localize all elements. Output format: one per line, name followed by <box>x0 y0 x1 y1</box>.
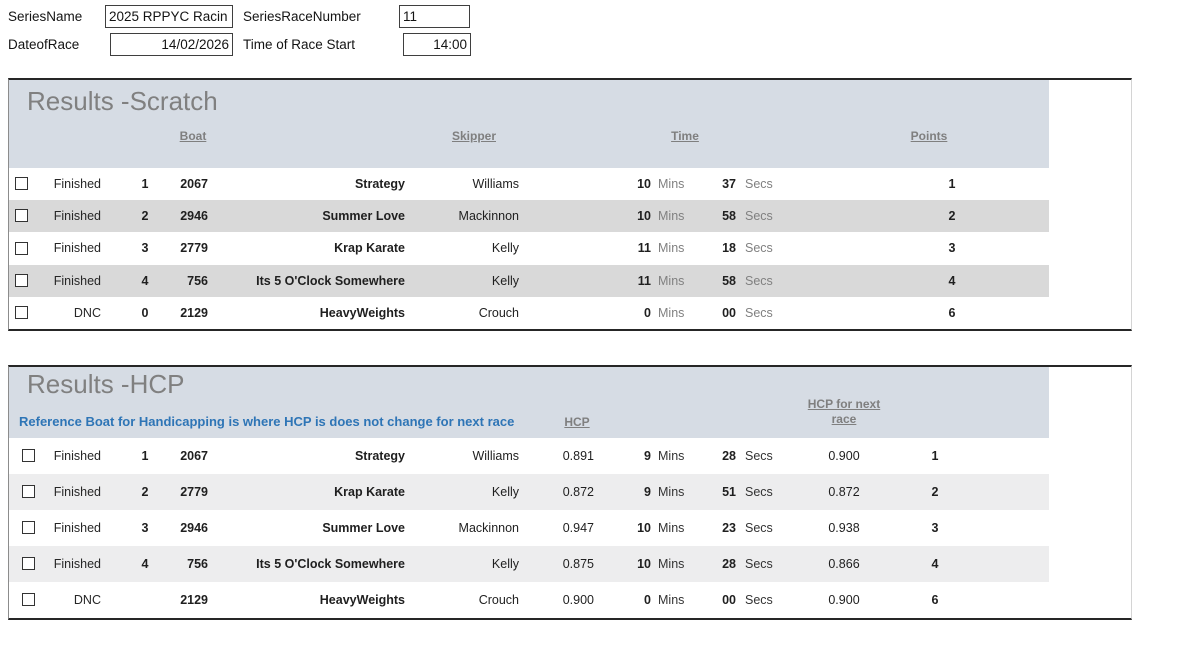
boat-number: 2946 <box>180 521 208 535</box>
mins-label: Mins <box>658 521 685 535</box>
date-of-race-label: DateofRace <box>8 37 80 52</box>
points: 1 <box>948 177 956 191</box>
boat-number: 2067 <box>180 177 208 191</box>
status: Finished <box>53 274 101 288</box>
scratch-title: Results -Scratch <box>27 86 218 116</box>
boat-number: 2129 <box>180 593 208 607</box>
boat-name: HeavyWeights <box>319 593 405 607</box>
skipper: Mackinnon <box>458 209 519 223</box>
minutes: 0 <box>644 593 651 607</box>
minutes: 10 <box>637 209 651 223</box>
mins-label: Mins <box>658 306 685 320</box>
boat-name: HeavyWeights <box>319 306 405 320</box>
boat-number: 2067 <box>180 449 208 463</box>
seconds: 00 <box>722 593 736 607</box>
record-select-checkbox[interactable] <box>15 274 28 287</box>
record-select-checkbox[interactable] <box>22 449 35 462</box>
position: 2 <box>141 209 149 223</box>
series-name-label: SeriesName <box>8 9 83 24</box>
secs-label: Secs <box>745 449 773 463</box>
seconds: 58 <box>722 209 736 223</box>
boat-name: Its 5 O'Clock Somewhere <box>256 557 405 571</box>
table-row <box>9 438 1049 474</box>
points: 1 <box>931 449 939 463</box>
skipper: Kelly <box>491 241 519 255</box>
record-select-checkbox[interactable] <box>22 485 35 498</box>
skipper: Williams <box>472 177 519 191</box>
boat-number: 2779 <box>180 485 208 499</box>
boat-number: 756 <box>187 557 208 571</box>
mins-label: Mins <box>658 209 685 223</box>
results-hcp-table <box>8 365 1132 620</box>
table-row <box>9 582 1049 618</box>
minutes: 9 <box>644 485 651 499</box>
minutes: 10 <box>637 521 651 535</box>
boat-name: Krap Karate <box>334 241 405 255</box>
table-row <box>9 200 1049 232</box>
status: DNC <box>73 306 101 320</box>
minutes: 11 <box>637 274 651 288</box>
record-select-checkbox[interactable] <box>15 177 28 190</box>
mins-label: Mins <box>658 274 685 288</box>
boat-name: Summer Love <box>322 521 405 535</box>
table-row <box>9 510 1049 546</box>
column-header-hcp[interactable]: HCP <box>564 415 590 429</box>
table-row <box>9 546 1049 582</box>
minutes: 10 <box>637 177 651 191</box>
hcp-reference-note: Reference Boat for Handicapping is where HCP is does not change for next race <box>19 414 515 429</box>
seconds: 37 <box>722 177 736 191</box>
position: 4 <box>141 274 149 288</box>
hcp-value: 0.891 <box>562 449 594 463</box>
secs-label: Secs <box>745 485 773 499</box>
points: 2 <box>948 209 956 223</box>
minutes: 10 <box>637 557 651 571</box>
status: DNC <box>73 593 101 607</box>
skipper: Crouch <box>478 593 519 607</box>
boat-number: 2779 <box>180 241 208 255</box>
table-row <box>9 265 1049 297</box>
position: 1 <box>141 177 149 191</box>
boat-name: Its 5 O'Clock Somewhere <box>256 274 405 288</box>
boat-number: 2129 <box>180 306 208 320</box>
hcp-title: Results -HCP <box>27 369 185 399</box>
secs-label: Secs <box>745 177 773 191</box>
column-header-points[interactable]: Points <box>910 129 948 143</box>
secs-label: Secs <box>745 593 773 607</box>
hcp-value: 0.872 <box>562 485 594 499</box>
mins-label: Mins <box>658 557 685 571</box>
points: 6 <box>931 593 939 607</box>
seconds: 28 <box>722 449 736 463</box>
status: Finished <box>53 557 101 571</box>
mins-label: Mins <box>658 449 685 463</box>
points: 2 <box>931 485 939 499</box>
position: 3 <box>141 241 149 255</box>
time-of-race-start-input[interactable] <box>403 33 471 56</box>
hcp-next-race-value: 0.938 <box>828 521 860 535</box>
boat-name: Strategy <box>354 449 405 463</box>
seconds: 28 <box>722 557 736 571</box>
secs-label: Secs <box>745 274 773 288</box>
record-select-checkbox[interactable] <box>22 593 35 606</box>
column-header-skipper[interactable]: Skipper <box>451 129 496 143</box>
time-of-race-start-label: Time of Race Start <box>243 37 356 52</box>
table-row <box>9 297 1049 329</box>
status: Finished <box>53 521 101 535</box>
seconds: 23 <box>722 521 736 535</box>
skipper: Mackinnon <box>458 521 519 535</box>
skipper: Kelly <box>491 274 519 288</box>
position: 3 <box>141 521 149 535</box>
skipper: Crouch <box>478 306 519 320</box>
hcp-next-race-value: 0.900 <box>828 593 860 607</box>
column-header-time[interactable]: Time <box>671 129 699 143</box>
series-race-number-input[interactable] <box>399 5 470 28</box>
record-select-checkbox[interactable] <box>15 306 28 319</box>
points: 3 <box>948 241 956 255</box>
points: 4 <box>948 274 956 288</box>
points: 3 <box>931 521 939 535</box>
secs-label: Secs <box>745 209 773 223</box>
hcp-next-race-value: 0.900 <box>828 449 860 463</box>
boat-name: Krap Karate <box>334 485 405 499</box>
boat-name: Summer Love <box>322 209 405 223</box>
record-select-checkbox[interactable] <box>22 521 35 534</box>
secs-label: Secs <box>745 557 773 571</box>
mins-label: Mins <box>658 485 685 499</box>
record-select-checkbox[interactable] <box>15 242 28 255</box>
seconds: 00 <box>722 306 736 320</box>
points: 6 <box>948 306 956 320</box>
minutes: 11 <box>637 241 651 255</box>
status: Finished <box>53 209 101 223</box>
hcp-value: 0.947 <box>562 521 594 535</box>
minutes: 0 <box>644 306 651 320</box>
secs-label: Secs <box>745 241 773 255</box>
series-race-number-label: SeriesRaceNumber <box>243 9 361 24</box>
record-select-checkbox[interactable] <box>22 557 35 570</box>
seconds: 58 <box>722 274 736 288</box>
secs-label: Secs <box>745 521 773 535</box>
series-name-input[interactable] <box>105 5 233 28</box>
table-row <box>9 168 1049 200</box>
position: 1 <box>141 449 149 463</box>
position: 2 <box>141 485 149 499</box>
date-of-race-input[interactable] <box>110 33 233 56</box>
mins-label: Mins <box>658 177 685 191</box>
results-scratch-table <box>8 78 1132 331</box>
column-header-boat[interactable]: Boat <box>179 129 207 143</box>
skipper: Kelly <box>491 485 519 499</box>
hcp-value: 0.875 <box>562 557 594 571</box>
skipper: Kelly <box>491 557 519 571</box>
boat-number: 2946 <box>180 209 208 223</box>
boat-name: Strategy <box>354 177 405 191</box>
skipper: Williams <box>472 449 519 463</box>
column-header-hcp-next-race[interactable]: HCP for next race <box>807 397 881 426</box>
table-row <box>9 474 1049 510</box>
hcp-next-race-value: 0.872 <box>828 485 860 499</box>
hcp-header-band <box>9 367 1049 438</box>
boat-number: 756 <box>187 274 208 288</box>
status: Finished <box>53 241 101 255</box>
status: Finished <box>53 485 101 499</box>
mins-label: Mins <box>658 241 685 255</box>
secs-label: Secs <box>745 306 773 320</box>
points: 4 <box>931 557 939 571</box>
mins-label: Mins <box>658 593 685 607</box>
seconds: 18 <box>722 241 736 255</box>
position: 0 <box>141 306 149 320</box>
status: Finished <box>53 449 101 463</box>
hcp-value: 0.900 <box>562 593 594 607</box>
seconds: 51 <box>722 485 736 499</box>
scratch-header-band <box>9 80 1049 168</box>
hcp-next-race-value: 0.866 <box>828 557 860 571</box>
status: Finished <box>53 177 101 191</box>
table-row <box>9 232 1049 265</box>
minutes: 9 <box>644 449 651 463</box>
record-select-checkbox[interactable] <box>15 209 28 222</box>
position: 4 <box>141 557 149 571</box>
